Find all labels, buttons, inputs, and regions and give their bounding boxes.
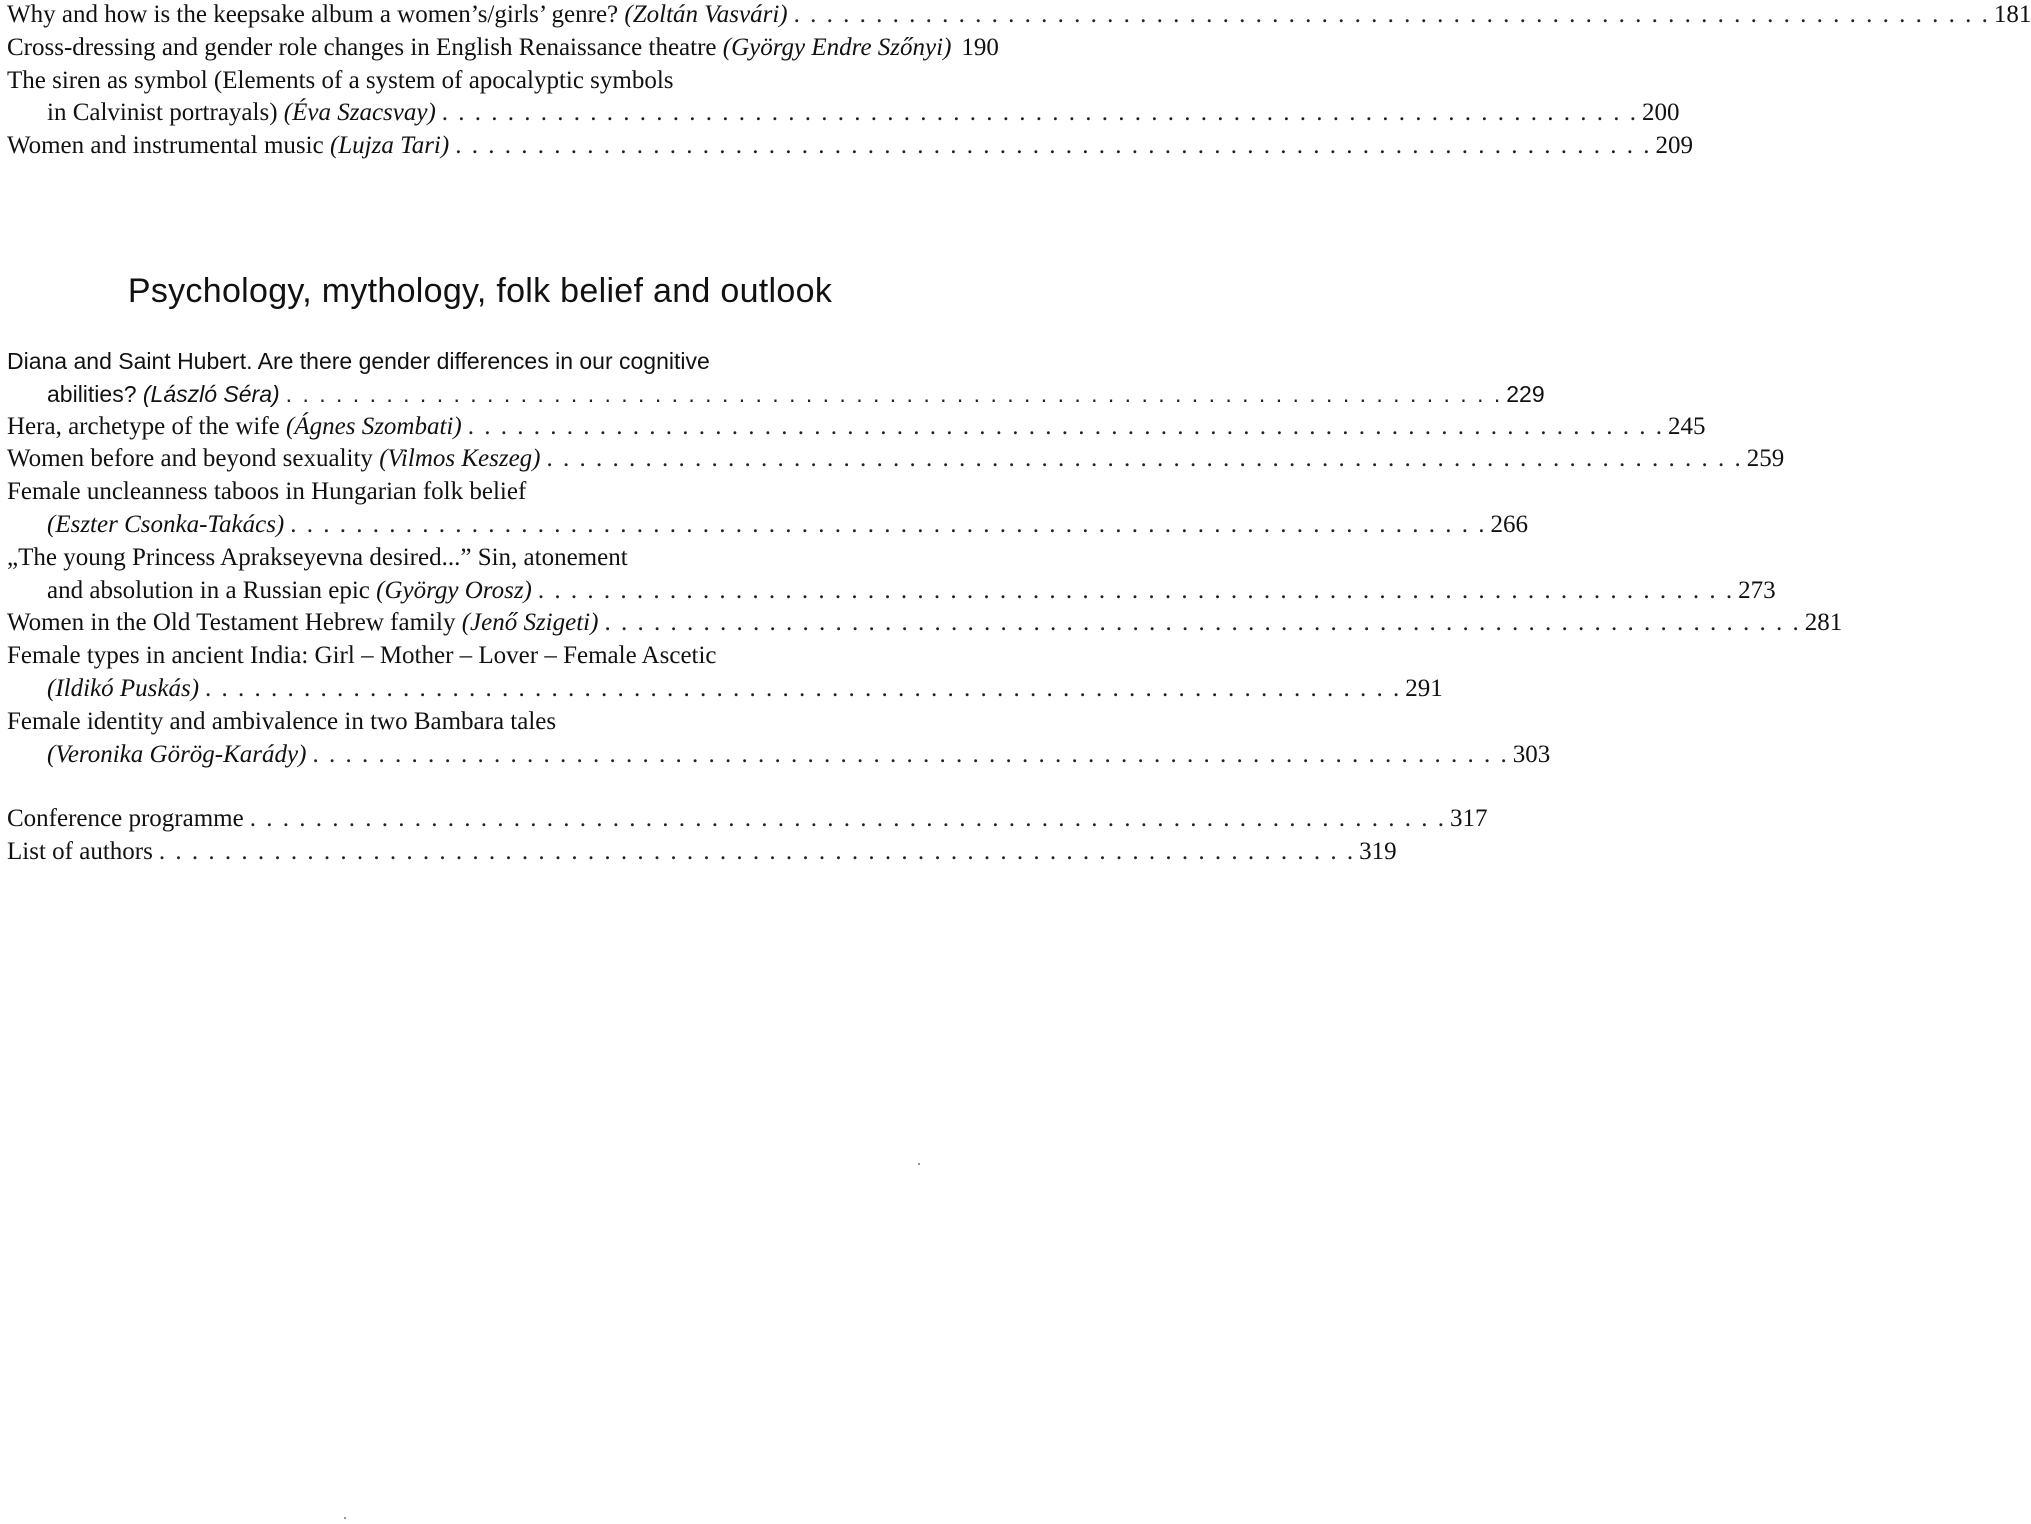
toc-entry: [7, 65, 1680, 131]
toc-entry-line: [7, 673, 1443, 706]
entry-author: (György Endre Szőnyi): [722, 33, 952, 61]
toc-entry: [7, 607, 1843, 640]
toc-entry-line: [7, 32, 999, 65]
entry-title: Conference programme: [7, 805, 244, 832]
toc-entry-line: [7, 97, 1680, 130]
entry-author: (Eszter Csonka-Takács): [47, 510, 285, 538]
entry-title: The siren as symbol (Elements of a system of apocalyptic symbols: [7, 66, 674, 94]
dot-leader: . . . . . . . . . . . . . . . . . . . . . . . . . . . . . . . . . . . . . . . . . . . . . . . . . . . . . . . . . . . . . . . . . . . . . . . . .: [441, 99, 1639, 127]
toc-entry-line: [7, 509, 1529, 542]
scan-speck: [918, 1163, 920, 1165]
page-number: 209: [1655, 132, 1693, 160]
dot-leader: . . . . . . . . . . . . . . . . . . . . . . . . . . . . . . . . . . . . . . . . . . . . . . . . . . . . . . . . . . . . . . . . . . . . . . . . .: [249, 805, 1446, 832]
entry-title: abilities?: [47, 380, 137, 407]
entry-title: „The young Princess Aprakseyevna desired...” Sin, atonement: [7, 543, 628, 571]
toc-entry-line: [7, 575, 1776, 608]
toc-entry: [7, 443, 1785, 476]
dot-leader: . . . . . . . . . . . . . . . . . . . . . . . . . . . . . . . . . . . . . . . . . . . . . . . . . . . . . . . . . . . . . . . . . . . . . . . . .: [604, 609, 1801, 637]
dot-leader: . . . . . . . . . . . . . . . . . . . . . . . . . . . . . . . . . . . . . . . . . . . . . . . . . . . . . . . . . . . . . . . . . . . . . . . . .: [537, 576, 1735, 604]
page-number: 281: [1804, 609, 1843, 637]
entry-title: List of authors: [7, 837, 153, 865]
toc-entry: [7, 476, 1529, 542]
entry-author: (Vilmos Keszeg): [379, 445, 541, 473]
entry-title: and absolution in a Russian epic: [47, 576, 370, 604]
page-number: 303: [1512, 740, 1551, 768]
entry-author: (Zoltán Vasvári): [624, 1, 788, 28]
toc-entry: [7, 130, 1693, 163]
toc-entry: [7, 345, 1545, 411]
entry-author: (László Séra): [142, 380, 280, 407]
entry-title: Women in the Old Testament Hebrew family: [7, 609, 456, 637]
page-number: 181: [1993, 1, 2031, 28]
page-number: 190: [961, 33, 999, 61]
toc-entry-line: [7, 345, 957, 378]
dot-leader: . . . . . . . . . . . . . . . . . . . . . . . . . . . . . . . . . . . . . . . . . . . . . . . . . . . . . . . . . . . . . . . . . . . . . . . . .: [158, 837, 1356, 865]
section-heading: Psychology, mythology, folk belief and outlook: [127, 272, 833, 310]
entry-author: (György Orosz): [376, 576, 532, 604]
page-number: 273: [1738, 576, 1776, 604]
dot-leader: . . . . . . . . . . . . . . . . . . . . . . . . . . . . . . . . . . . . . . . . . . . . . . . . . . . . . . . . . . . . . . . . . . . . . . . . .: [285, 380, 1503, 407]
dot-leader: . . . . . . . . . . . . . . . . . . . . . . . . . . . . . . . . . . . . . . . . . . . . . . . . . . . . . . . . . . . . . . . . . . . . . . . . .: [205, 674, 1402, 702]
toc-entry: [7, 0, 2031, 32]
toc-entry-line: [7, 706, 957, 739]
toc-entry-line: [7, 803, 1488, 836]
toc-entry: [7, 836, 1397, 869]
toc-entry-line: [7, 443, 1785, 476]
entry-author: (Ágnes Szombati): [286, 412, 462, 440]
toc-entry-line: [7, 0, 2031, 32]
toc-entry: [7, 640, 1443, 706]
toc-entry: [7, 411, 1706, 444]
toc-entry: [7, 706, 1551, 772]
entry-author: (Ildikó Puskás): [47, 674, 200, 702]
scan-speck: [344, 1517, 346, 1519]
toc-entry-line: [7, 836, 1397, 869]
entry-title: Why and how is the keepsake album a women’s/girls’ genre?: [7, 1, 619, 28]
entry-author: (Veronika Görög-Karády): [47, 740, 307, 768]
dot-leader: . . . . . . . . . . . . . . . . . . . . . . . . . . . . . . . . . . . . . . . . . . . . . . . . . . . . . . . . . . . . . . . . . . . . . . . . .: [312, 740, 1509, 768]
dot-leader: . . . . . . . . . . . . . . . . . . . . . . . . . . . . . . . . . . . . . . . . . . . . . . . . . . . . . . . . . . . . . . . . . . . . . . . . .: [546, 445, 1743, 473]
entry-author: (Lujza Tari): [329, 132, 450, 160]
toc-psychology-section: [7, 345, 1843, 771]
toc-entry-line: [7, 476, 957, 509]
dot-leader: . . . . . . . . . . . . . . . . . . . . . . . . . . . . . . . . . . . . . . . . . . . . . . . . . . . . . . . . . . . . . . . . . . . . . . . . .: [793, 1, 1990, 28]
page-number: 317: [1449, 805, 1488, 832]
entry-title: Female identity and ambivalence in two Bambara tales: [7, 707, 557, 735]
page-number: 259: [1746, 445, 1785, 473]
entry-title: Women before and beyond sexuality: [7, 445, 373, 473]
toc-entry: [7, 803, 1488, 836]
page-number: 291: [1405, 674, 1443, 702]
toc-entry: [7, 32, 999, 65]
toc-entry-line: [7, 411, 1706, 444]
entry-title: Women and instrumental music: [7, 132, 324, 160]
toc-top-section: [7, 0, 2031, 163]
page-number: 245: [1667, 412, 1706, 440]
entry-title: Female types in ancient India: Girl – Mother – Lover – Female Ascetic: [7, 642, 717, 670]
page-number: 229: [1506, 380, 1545, 407]
entry-title: Cross-dressing and gender role changes in English Renaissance theatre: [7, 33, 717, 61]
toc-entry-line: [7, 607, 1843, 640]
entry-title: in Calvinist portrayals): [47, 99, 278, 127]
toc-entry-line: [7, 542, 957, 575]
entry-title: Diana and Saint Hubert. Are there gender differences in our cognitive: [7, 348, 710, 374]
toc-entry-line: [7, 65, 957, 98]
page-number: 319: [1359, 837, 1397, 865]
toc-entry-line: [7, 640, 957, 673]
dot-leader: . . . . . . . . . . . . . . . . . . . . . . . . . . . . . . . . . . . . . . . . . . . . . . . . . . . . . . . . . . . . . . . . . . . . . . . . .: [467, 412, 1664, 440]
page-number: 200: [1642, 99, 1680, 127]
toc-end-section: [7, 803, 1488, 869]
entry-title: Hera, archetype of the wife: [7, 412, 280, 440]
toc-entry: [7, 542, 1776, 608]
toc-entry-line: [7, 739, 1551, 772]
dot-leader: . . . . . . . . . . . . . . . . . . . . . . . . . . . . . . . . . . . . . . . . . . . . . . . . . . . . . . . . . . . . . . . . . . . . . . . . .: [455, 132, 1652, 160]
entry-author: (Jenő Szigeti): [461, 609, 599, 637]
toc-entry-line: [7, 378, 1545, 411]
entry-author: (Éva Szacsvay): [283, 99, 436, 127]
dot-leader: . . . . . . . . . . . . . . . . . . . . . . . . . . . . . . . . . . . . . . . . . . . . . . . . . . . . . . . . . . . . . . . . . . . . . . . . .: [290, 510, 1487, 538]
entry-title: Female uncleanness taboos in Hungarian folk belief: [7, 478, 527, 506]
page-number: 266: [1490, 510, 1529, 538]
toc-entry-line: [7, 130, 1693, 163]
